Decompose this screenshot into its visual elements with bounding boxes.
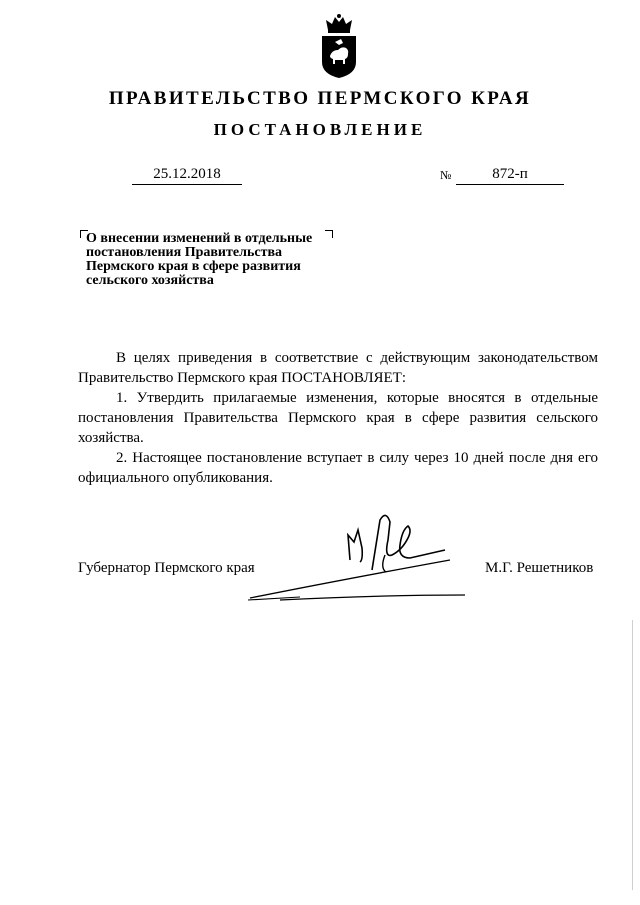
document-date: 25.12.2018	[132, 166, 242, 185]
coat-of-arms-icon	[318, 12, 360, 78]
body-paragraph: В целях приведения в соответствие с действующим законодательством Правительство Пермского края ПОСТАНОВЛЯЕТ:	[78, 350, 598, 386]
document-subject	[86, 232, 346, 288]
scan-edge-line	[632, 620, 633, 890]
document-body	[78, 348, 598, 488]
subject-line: О внесении изменений в отдельные	[86, 231, 313, 246]
signature-image	[240, 500, 480, 610]
organization-title: ПРАВИТЕЛЬСТВО ПЕРМСКОГО КРАЯ	[108, 88, 532, 109]
subject-line: Пермского края в сфере развития	[86, 259, 301, 274]
signatory-title: Губернатор Пермского края	[78, 560, 255, 576]
body-paragraph: 2. Настоящее постановление вступает в силу через 10 дней после дня его официального опубликования.	[78, 450, 598, 486]
subject-line: сельского хозяйства	[86, 273, 214, 288]
document-type: ПОСТАНОВЛЕНИЕ	[213, 120, 427, 139]
document-number: 872-п	[456, 166, 564, 185]
subject-line: постановления Правительства	[86, 245, 282, 260]
number-sign: №	[440, 168, 452, 182]
body-paragraph: 1. Утвердить прилагаемые изменения, которые вносятся в отдельные постановления Правительства Пермского края в сфере развития сельского хозяйства.	[78, 390, 598, 446]
signatory-name: М.Г. Решетников	[485, 560, 594, 576]
